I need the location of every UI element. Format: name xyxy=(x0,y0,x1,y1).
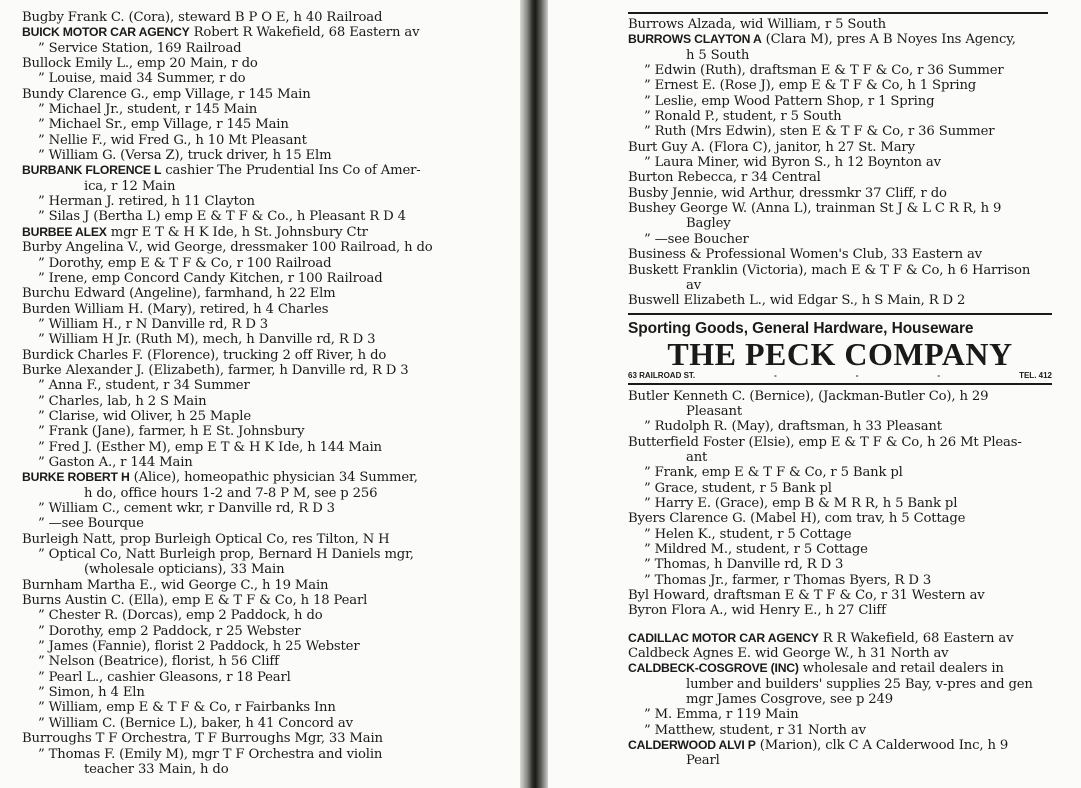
directory-entry-line xyxy=(628,707,1072,722)
directory-entry-line xyxy=(628,557,1072,572)
directory-entry-line xyxy=(628,496,1072,511)
ad-telephone: TEL. 412 xyxy=(1019,370,1052,380)
entry-text: ” Michael Jr., student, r 145 Main xyxy=(38,102,258,118)
entry-text: Burns Austin C. (Ella), emp E & T F & Co, h 18 Pearl xyxy=(22,593,368,609)
directory-entry-line xyxy=(22,409,517,424)
directory-entry-line xyxy=(628,109,1072,124)
entry-bold-name: BURBEE ALEX xyxy=(22,224,107,239)
directory-entry-line xyxy=(22,486,517,501)
entry-text: ” Gaston A., r 144 Main xyxy=(38,454,193,470)
directory-entry-line xyxy=(22,25,517,40)
directory-entry-line xyxy=(628,404,1072,419)
entry-text: ” William H Jr. (Ruth M), mech, h Danville rd, R D 3 xyxy=(38,332,376,348)
entry-text: ” Edwin (Ruth), draftsman E & T F & Co, r 36 Summer xyxy=(644,63,1004,79)
directory-entry-line xyxy=(22,10,517,25)
entry-text: (Alice), homeopathic physician 34 Summer, xyxy=(129,470,418,486)
directory-entry-line xyxy=(22,455,517,470)
directory-entry-line xyxy=(22,179,517,194)
directory-entry-line xyxy=(22,639,517,654)
entry-text: (Clara M), pres A B Noyes Ins Agency, xyxy=(761,32,1016,48)
directory-entry-line xyxy=(628,94,1072,109)
ad-dash: - xyxy=(855,370,859,380)
entry-text: Byron Flora A., wid Henry E., h 27 Cliff xyxy=(628,603,886,619)
directory-entry-line xyxy=(628,186,1072,201)
directory-entry-line xyxy=(22,41,517,56)
directory-entry-line xyxy=(628,753,1072,768)
entry-bold-name: CALDBECK-COSGROVE (INC) xyxy=(628,661,799,676)
entry-text: ” Helen K., student, r 5 Cottage xyxy=(644,526,852,542)
entry-text: Burchu Edward (Angeline), farmhand, h 22 Elm xyxy=(22,286,336,302)
directory-entry-line xyxy=(628,661,1072,676)
directory-entry-line xyxy=(22,440,517,455)
entry-text: Buskett Franklin (Victoria), mach E & T F & Co, h 6 Harrison xyxy=(628,262,1031,278)
directory-entry-line xyxy=(628,603,1072,618)
directory-entry-line xyxy=(628,692,1072,707)
ad-address: 63 RAILROAD ST. xyxy=(628,370,696,380)
directory-entry-line xyxy=(22,348,517,363)
entry-text: ” Harry E. (Grace), emp B & M R R, h 5 Bank pl xyxy=(644,495,958,511)
directory-entry-line xyxy=(628,481,1072,496)
entry-text: Burton Rebecca, r 34 Central xyxy=(628,170,821,186)
directory-entry-line xyxy=(22,133,517,148)
directory-entry-line xyxy=(22,762,517,777)
entry-text: Byl Howard, draftsman E & T F & Co, r 31 Western av xyxy=(628,588,985,603)
entry-text: ” Dorothy, emp 2 Paddock, r 25 Webster xyxy=(38,623,301,639)
directory-entry-line xyxy=(22,424,517,439)
entry-text: ” Ruth (Mrs Edwin), sten E & T F & Co, r 36 Summer xyxy=(644,124,995,140)
directory-entry-line xyxy=(22,56,517,71)
directory-entry-line xyxy=(22,209,517,224)
entry-text: ” William C., cement wkr, r Danville rd, R D 3 xyxy=(38,501,335,516)
directory-entry-line xyxy=(628,263,1072,278)
ad-dash: - xyxy=(937,370,941,380)
directory-entry-line xyxy=(22,562,517,577)
directory-entry-line xyxy=(628,140,1072,155)
entry-bold-name: CADILLAC MOTOR CAR AGENCY xyxy=(628,630,819,645)
top-rule xyxy=(628,12,1048,14)
entry-text: ” Charles, lab, h 2 S Main xyxy=(38,393,207,409)
entry-text: Buswell Elizabeth L., wid Edgar S., h S Main, R D 2 xyxy=(628,293,966,309)
entry-text: ” Herman J. retired, h 11 Clayton xyxy=(38,194,255,210)
entry-text: (wholesale opticians), 33 Main xyxy=(84,562,285,578)
directory-entry-line xyxy=(22,317,517,332)
directory-entry-line xyxy=(22,240,517,255)
right-entries-bottom xyxy=(628,389,1072,769)
entry-text: ” Anna F., student, r 34 Summer xyxy=(38,378,250,394)
directory-entry-line xyxy=(22,532,517,547)
directory-entry-line xyxy=(22,700,517,715)
entry-text: Burt Guy A. (Flora C), janitor, h 27 St. Mary xyxy=(628,139,915,155)
entry-text: ” Mildred M., student, r 5 Cottage xyxy=(644,541,868,557)
entry-text: ” Silas J (Bertha L) emp E & T F & Co., h Pleasant R D 4 xyxy=(38,209,406,225)
directory-entry-line xyxy=(628,646,1072,661)
entry-text: Butterfield Foster (Elsie), emp E & T F & Co, h 26 Mt Pleas- xyxy=(628,434,1022,450)
entry-text: wholesale and retail dealers in xyxy=(798,661,1004,677)
ad-tagline: Sporting Goods, General Hardware, Houseware xyxy=(628,319,974,337)
entry-bold-name: BURROWS CLAYTON A xyxy=(628,32,762,47)
entry-text: h do, office hours 1-2 and 7-8 P M, see p 256 xyxy=(84,485,378,501)
directory-entry-line xyxy=(628,419,1072,434)
entry-text: Caldbeck Agnes E. wid George W., h 31 North av xyxy=(628,646,949,662)
entry-text: h 5 South xyxy=(686,47,750,63)
entry-text: Burby Angelina V., wid George, dressmaker 100 Railroad, h do xyxy=(22,240,433,256)
directory-entry-line xyxy=(628,216,1072,231)
directory-entry-line xyxy=(22,102,517,117)
entry-text: ” Simon, h 4 Eln xyxy=(38,685,145,701)
entry-bold-name: BURKE ROBERT H xyxy=(22,470,130,485)
entry-text: Burnham Martha E., wid George C., h 19 Main xyxy=(22,577,329,593)
ad-company-name: THE PECK COMPANY xyxy=(667,335,1013,372)
entry-text: ” Laura Miner, wid Byron S., h 12 Boynton av xyxy=(644,155,941,171)
right-column xyxy=(628,12,1072,769)
entry-text: mgr E T & H K Ide, h St. Johnsbury Ctr xyxy=(106,224,368,240)
directory-entry-line xyxy=(628,527,1072,542)
entry-text: ” Ernest E. (Rose J), emp E & T F & Co, h 1 Spring xyxy=(644,78,977,94)
entry-bold-name: BURBANK FLORENCE L xyxy=(22,163,162,178)
entry-text: ” Optical Co, Natt Burleigh prop, Bernard H Daniels mgr, xyxy=(38,547,414,563)
directory-entry-line xyxy=(22,516,517,531)
right-entries-top xyxy=(628,17,1072,309)
entry-text: ” Frank, emp E & T F & Co, r 5 Bank pl xyxy=(644,465,903,481)
directory-entry-line xyxy=(628,201,1072,216)
directory-entry-line xyxy=(628,247,1072,262)
directory-entry-line xyxy=(22,87,517,102)
directory-entry-line xyxy=(22,363,517,378)
entry-text: Bundy Clarence G., emp Village, r 145 Main xyxy=(22,86,311,102)
entry-text: ” Clarise, wid Oliver, h 25 Maple xyxy=(38,408,251,424)
entry-text: ” Dorothy, emp E & T F & Co, r 100 Railroad xyxy=(38,255,332,271)
entry-text: av xyxy=(686,277,702,293)
directory-entry-line xyxy=(22,286,517,301)
entry-text: Bushey George W. (Anna L), trainman St J & L C R R, h 9 xyxy=(628,201,1002,217)
directory-entry-line xyxy=(22,731,517,746)
entry-text: Business & Professional Women's Club, 33 Eastern av xyxy=(628,247,982,263)
entry-text: ” Frank (Jane), farmer, h E St. Johnsbury xyxy=(38,424,305,440)
directory-entry-line xyxy=(628,738,1072,753)
entry-text: ica, r 12 Main xyxy=(84,178,176,194)
directory-entry-line xyxy=(628,542,1072,557)
directory-entry-line xyxy=(628,170,1072,185)
entry-text: ” M. Emma, r 119 Main xyxy=(644,707,799,723)
entry-text: ” Leslie, emp Wood Pattern Shop, r 1 Spring xyxy=(644,93,935,109)
entry-text: Burdick Charles F. (Florence), trucking 2 off River, h do xyxy=(22,347,387,363)
directory-entry-line xyxy=(22,470,517,485)
book-gutter xyxy=(520,0,548,788)
directory-entry-line xyxy=(22,271,517,286)
entry-text: ” Irene, emp Concord Candy Kitchen, r 100 Railroad xyxy=(38,270,383,286)
directory-entry-line xyxy=(628,450,1072,465)
directory-entry-line xyxy=(22,332,517,347)
entry-text: Bullock Emily L., emp 20 Main, r do xyxy=(22,56,258,72)
left-column xyxy=(22,10,517,777)
directory-entry-line xyxy=(22,685,517,700)
entry-text: ” Grace, student, r 5 Bank pl xyxy=(644,480,832,496)
entry-text: ” Thomas, h Danville rd, R D 3 xyxy=(644,557,844,573)
left-directory-page xyxy=(0,0,520,788)
entry-text: Burroughs T F Orchestra, T F Burroughs Mgr, 33 Main xyxy=(22,731,383,747)
directory-entry-line xyxy=(628,232,1072,247)
directory-entry-line xyxy=(22,225,517,240)
directory-entry-line xyxy=(628,723,1072,738)
entry-text: R R Wakefield, 68 Eastern av xyxy=(818,630,1014,646)
directory-entry-line xyxy=(22,501,517,516)
entry-text: ” Matthew, student, r 31 North av xyxy=(644,722,866,738)
entry-text: ” Thomas F. (Emily M), mgr T F Orchestra and violin xyxy=(38,746,383,762)
entry-text: ” William H., r N Danville rd, R D 3 xyxy=(38,316,269,332)
directory-entry-line xyxy=(628,573,1072,588)
directory-entry-line xyxy=(628,17,1072,32)
entry-text: ” Nellie F., wid Fred G., h 10 Mt Pleasant xyxy=(38,132,307,148)
directory-entry-line xyxy=(628,32,1072,47)
directory-entry-line xyxy=(22,716,517,731)
entry-text: ” Ronald P., student, r 5 South xyxy=(644,109,842,125)
entry-text: ” Michael Sr., emp Village, r 145 Main xyxy=(38,117,289,133)
entry-text: Robert R Wakefield, 68 Eastern av xyxy=(189,25,420,41)
directory-entry-line xyxy=(628,63,1072,78)
entry-text: ” Fred J. (Esther M), emp E T & H K Ide, h 144 Main xyxy=(38,439,382,455)
entry-text: ” Pearl L., cashier Gleasons, r 18 Pearl xyxy=(38,669,291,685)
directory-entry-line xyxy=(628,78,1072,93)
directory-entry-line xyxy=(628,278,1072,293)
directory-entry-line xyxy=(22,593,517,608)
entry-text: Busby Jennie, wid Arthur, dressmkr 37 Cliff, r do xyxy=(628,185,947,201)
directory-entry-line xyxy=(22,256,517,271)
directory-entry-line xyxy=(628,631,1072,646)
directory-entry-line xyxy=(22,608,517,623)
entry-text: ” Service Station, 169 Railroad xyxy=(38,40,242,56)
entry-text: Byers Clarence G. (Mabel H), com trav, h 5 Cottage xyxy=(628,511,966,527)
directory-entry-line xyxy=(628,155,1072,170)
entry-text: ” Nelson (Beatrice), florist, h 56 Cliff xyxy=(38,654,279,670)
entry-text: Burrows Alzada, wid William, r 5 South xyxy=(628,17,886,32)
peck-company-ad xyxy=(628,313,1052,385)
entry-text: mgr James Cosgrove, see p 249 xyxy=(686,692,894,708)
entry-bold-name: BUICK MOTOR CAR AGENCY xyxy=(22,25,190,40)
entry-text: (Marion), clk C A Calderwood Inc, h 9 xyxy=(755,738,1009,754)
right-directory-page xyxy=(548,0,1081,788)
directory-entry-line xyxy=(628,48,1072,63)
directory-entry-line xyxy=(22,624,517,639)
entry-text: Pleasant xyxy=(686,403,742,419)
directory-entry-line xyxy=(628,293,1072,308)
directory-entry-line xyxy=(628,465,1072,480)
entry-bold-name: CALDERWOOD ALVI P xyxy=(628,738,756,753)
directory-entry-line xyxy=(22,670,517,685)
directory-entry-line xyxy=(22,71,517,86)
directory-entry-line xyxy=(22,148,517,163)
directory-entry-line xyxy=(628,435,1072,450)
directory-entry-line xyxy=(22,547,517,562)
entry-text: ” James (Fannie), florist 2 Paddock, h 25 Webster xyxy=(38,639,360,655)
directory-entry-line xyxy=(22,194,517,209)
entry-text: ant xyxy=(686,449,708,465)
directory-entry-line xyxy=(628,677,1072,692)
entry-text: ” Chester R. (Dorcas), emp 2 Paddock, h do xyxy=(38,608,323,624)
directory-entry-line xyxy=(22,747,517,762)
entry-text: cashier The Prudential Ins Co of Amer- xyxy=(161,163,421,179)
entry-text: Bagley xyxy=(686,216,731,232)
entry-text: ” William G. (Versa Z), truck driver, h 15 Elm xyxy=(38,148,332,164)
entry-text: lumber and builders' supplies 25 Bay, v-pres and gen xyxy=(686,676,1033,692)
entry-text: ” William, emp E & T F & Co, r Fairbanks Inn xyxy=(38,700,336,716)
directory-entry-line xyxy=(628,511,1072,526)
directory-entry-line xyxy=(628,588,1072,603)
entry-text: Burke Alexander J. (Elizabeth), farmer, h Danville rd, R D 3 xyxy=(22,362,409,378)
entry-text: Butler Kenneth C. (Bernice), (Jackman-Butler Co), h 29 xyxy=(628,388,989,404)
entry-text: Pearl xyxy=(686,753,720,769)
ad-dash: - xyxy=(774,370,777,380)
entry-text: Bugby Frank C. (Cora), steward B P O E, h 40 Railroad xyxy=(22,10,383,25)
directory-entry-line xyxy=(628,389,1072,404)
directory-entry-line xyxy=(22,394,517,409)
entry-text: ” Thomas Jr., farmer, r Thomas Byers, R D 3 xyxy=(644,572,932,588)
directory-entry-line xyxy=(22,578,517,593)
entry-text: teacher 33 Main, h do xyxy=(84,761,229,777)
directory-entry-line xyxy=(22,302,517,317)
entry-text: ” Rudolph R. (May), draftsman, h 33 Pleasant xyxy=(644,419,942,435)
directory-entry-line xyxy=(22,163,517,178)
entry-text: Burden William H. (Mary), retired, h 4 Charles xyxy=(22,301,329,317)
entry-text: Burleigh Natt, prop Burleigh Optical Co, res Tilton, N H xyxy=(22,531,390,547)
directory-entry-line xyxy=(22,117,517,132)
entry-text: ” —see Bourque xyxy=(38,516,144,532)
directory-entry-line xyxy=(22,654,517,669)
directory-entry-line xyxy=(628,124,1072,139)
section-gap xyxy=(628,619,1072,631)
entry-text: ” Louise, maid 34 Summer, r do xyxy=(38,71,246,87)
directory-entry-line xyxy=(22,378,517,393)
entry-text: ” —see Boucher xyxy=(644,231,749,247)
entry-text: ” William C. (Bernice L), baker, h 41 Concord av xyxy=(38,715,353,731)
